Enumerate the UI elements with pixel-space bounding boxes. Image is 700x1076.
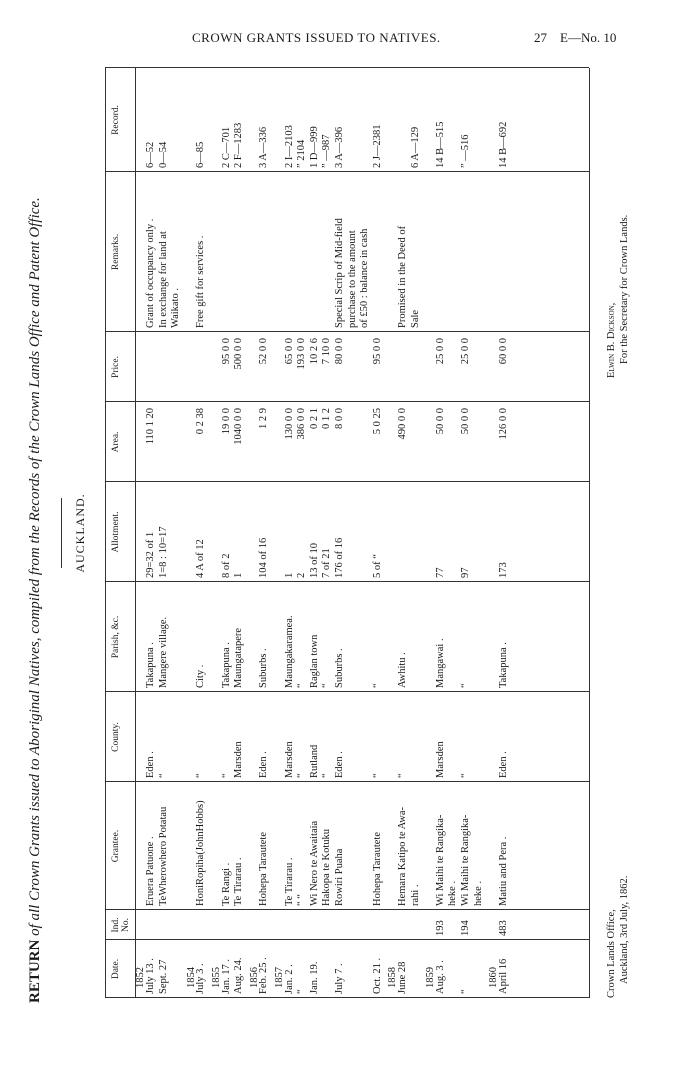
cell-grantee: Wi Nero te Awaitaia	[308, 820, 320, 906]
cell-date: “	[460, 989, 471, 994]
cell-county: “	[157, 773, 169, 778]
cell-county: “	[460, 773, 471, 778]
column-rule	[105, 581, 589, 582]
cell-county: Eden .	[334, 751, 345, 778]
cell-parish: Takapuna .	[145, 642, 156, 688]
cell-grantee: Matiu and Pera .	[497, 836, 509, 906]
cell-area: 0 1 2	[321, 408, 333, 429]
cell-price: 65 0 0	[283, 338, 295, 365]
cell-area: 0 2 38	[195, 408, 207, 435]
cell-grantee: “ “	[296, 894, 308, 906]
cell-price: 25 0 0	[460, 338, 471, 365]
cell-remarks: Free gift for services .	[195, 235, 207, 328]
return-title-prefix: RETURN	[27, 939, 43, 1003]
cell-county: Marsden	[283, 741, 295, 778]
column-rule	[105, 171, 589, 172]
cell-parish: “	[321, 683, 333, 688]
row-year: 1860	[488, 967, 500, 988]
cell-county: Eden .	[258, 751, 270, 778]
cell-record: 3 A—336	[258, 126, 270, 168]
cell-grantee: Rowiri Puaha	[334, 848, 345, 906]
column-rule-end	[105, 67, 589, 68]
cell-grantee: Hohepa Tarautete	[371, 832, 383, 906]
cell-allotment: 2	[296, 572, 308, 578]
cell-date: Jan. 19.	[308, 961, 320, 994]
cell-date: Aug. 3 .	[434, 960, 446, 994]
cell-county: “	[397, 773, 408, 778]
column-rule	[105, 331, 589, 332]
cell-remarks: In exchange for land at	[157, 231, 169, 328]
column-header-record: Record.	[111, 105, 121, 135]
cell-date: Jan. 2 .	[283, 964, 295, 994]
cell-date: July 3 .	[195, 963, 207, 994]
cell-county: “	[296, 773, 308, 778]
rotated-table-stage	[27, 68, 630, 1003]
cell-parish: Maungatapere	[233, 627, 245, 688]
cell-price: 500 0 0	[233, 338, 245, 370]
cell-parish: Awhitu .	[397, 652, 408, 688]
column-header-allotment: Allotment.	[111, 511, 121, 553]
cell-price: 60 0 0	[497, 338, 509, 365]
cell-allotment: 8 of 2	[220, 553, 232, 578]
cell-grantee: TeWherowhero Potatau	[157, 806, 169, 906]
cell-parish: Suburbs .	[258, 648, 270, 688]
cell-county: “	[321, 773, 333, 778]
cell-area: 5 0 25	[371, 408, 383, 435]
cell-area: 130 0 0	[283, 408, 295, 440]
cell-grantee: HoniRopiha(JohnHobbs)	[195, 800, 207, 906]
cell-record: 6—85	[195, 141, 207, 168]
row-year: 1854	[185, 967, 197, 988]
cell-allotment: 1	[283, 572, 295, 578]
cell-area: 1040 0 0	[233, 408, 245, 445]
cell-record: 2 I—2103	[283, 125, 295, 168]
cell-date: July 13 .	[145, 958, 156, 994]
cell-county: Marsden	[233, 741, 245, 778]
column-header-price: Price.	[111, 356, 121, 378]
cell-parish: “	[296, 683, 308, 688]
cell-allotment: 5 of “	[371, 554, 383, 578]
section-rule	[61, 498, 62, 568]
landscape-table	[27, 68, 630, 1003]
cell-grantee: Wi Maihi te Rangika-	[434, 814, 446, 906]
cell-area: 0 2 1	[308, 408, 320, 429]
table-bottom-rule	[589, 68, 590, 998]
cell-parish: Takapuna .	[220, 642, 232, 688]
column-rule	[105, 481, 589, 482]
cell-remarks: Promised in the Deed of	[397, 225, 408, 328]
cell-record: ” —987	[321, 134, 333, 168]
footer-signatory: Elwin B. Dickson,	[606, 302, 617, 378]
column-rule	[105, 691, 589, 692]
cell-date: June 28	[397, 961, 408, 994]
cell-allotment: 1	[233, 572, 245, 578]
cell-grantee: Hohepa Tarautete	[258, 832, 270, 906]
cell-record: 14 B—692	[497, 121, 509, 168]
cell-county: Rutland	[308, 744, 320, 778]
footer-signatory-role: For the Secretary for Crown Lands.	[619, 214, 630, 364]
cell-price: 80 0 0	[334, 338, 345, 365]
return-title	[27, 73, 44, 1003]
cell-grantee: Eruera Patuone .	[145, 836, 156, 906]
cell-county: Eden .	[145, 751, 156, 778]
cell-area: 50 0 0	[460, 408, 471, 435]
cell-remarks: Special Scrip of Mid-field	[334, 218, 345, 328]
cell-remarks: purchase to the amount	[346, 230, 358, 328]
cell-ind-no: 194	[460, 920, 471, 936]
cell-area: 126 0 0	[497, 408, 509, 440]
footer-place-date: Auckland, 3rd July, 1862.	[619, 875, 630, 984]
running-title: CROWN GRANTS ISSUED TO NATIVES.	[192, 30, 441, 45]
cell-allotment: 7 of 21	[321, 548, 333, 578]
cell-allotment: 29=32 of 1	[145, 531, 156, 578]
cell-area: 8 0 0	[334, 408, 345, 429]
cell-area: 1 2 9	[258, 408, 270, 429]
footer-office-line: Crown Lands Office,	[606, 909, 617, 998]
cell-ind-no: 483	[497, 920, 509, 936]
cell-parish: Mangawai .	[434, 638, 446, 688]
cell-grantee: rahi .	[409, 884, 421, 906]
cell-price: 25 0 0	[434, 338, 446, 365]
cell-record: 6 A—129	[409, 126, 421, 168]
cell-grantee: Te Tirarau .	[233, 857, 245, 906]
column-rule	[105, 909, 589, 910]
footer-signature	[605, 215, 631, 378]
cell-grantee: Te Rangi .	[220, 862, 232, 906]
cell-area: 110 1 20	[145, 408, 156, 445]
cell-remarks: of £50 : balance in cash	[359, 228, 371, 328]
row-year: 1856	[248, 967, 260, 988]
cell-date: July 7 .	[334, 963, 345, 994]
column-rule	[105, 997, 589, 998]
row-year: 1855	[211, 967, 222, 988]
cell-price: 95 0 0	[220, 338, 232, 365]
return-title-rest: of all Crown Grants issued to Aboriginal Natives, compiled from the Records of the Crown Lands Office and Patent Office.	[27, 197, 43, 940]
footer-office	[605, 876, 631, 998]
cell-remarks: Waikato .	[170, 288, 182, 328]
cell-area: 386 0 0	[296, 408, 308, 440]
cell-grantee: heke .	[447, 880, 459, 906]
cell-allotment: 173	[497, 562, 509, 578]
cell-date: Sept. 27	[157, 959, 169, 994]
cell-grantee: Hemara Katipo te Awa-	[397, 806, 408, 906]
cell-remarks: Grant of occupancy only .	[145, 218, 156, 328]
cell-price: 10 2 6	[308, 338, 320, 365]
cell-grantee: Te Tirarau .	[283, 857, 295, 906]
cell-county: “	[220, 773, 232, 778]
cell-allotment: 1=8 : 10=17	[157, 526, 169, 578]
column-header-area: Area.	[111, 431, 121, 453]
cell-record: 14 B—515	[434, 121, 446, 168]
column-rule	[105, 401, 589, 402]
column-header-county: County.	[111, 722, 121, 752]
cell-allotment: 4 A of 12	[195, 539, 207, 578]
cell-record: 6—52	[145, 141, 156, 168]
header-bottom-rule	[135, 68, 136, 998]
cell-price: 52 0 0	[258, 338, 270, 365]
column-header-grantee: Grantee.	[111, 829, 121, 863]
cell-price: 7 10 0	[321, 338, 333, 365]
cell-price: 193 0 0	[296, 338, 308, 370]
cell-parish: “	[460, 683, 471, 688]
cell-record: 2 C—701	[220, 126, 232, 168]
row-year: 1859	[425, 967, 437, 988]
cell-parish: Suburbs .	[334, 648, 345, 688]
cell-county: Eden .	[497, 751, 509, 778]
cell-grantee: Wi Maihi te Rangika-	[460, 814, 471, 906]
cell-parish: “	[371, 683, 383, 688]
page-number: 27	[534, 30, 547, 45]
cell-parish: Raglan town	[308, 634, 320, 688]
cell-allotment: 176 of 16	[334, 537, 345, 578]
paper-reference: E—No. 10	[560, 30, 617, 45]
cell-date: April 16	[497, 958, 509, 994]
cell-area: 490 0 0	[397, 408, 408, 440]
cell-parish: Maungakaramea.	[283, 615, 295, 688]
column-header-ind-no: Ind. No.	[111, 917, 131, 933]
cell-grantee: heke .	[472, 880, 484, 906]
page-header	[0, 30, 700, 50]
cell-county: Marsden	[434, 741, 446, 778]
cell-allotment: 77	[434, 567, 446, 578]
section-heading: AUCKLAND.	[73, 493, 87, 573]
cell-date: Jan. 17 .	[220, 959, 232, 994]
cell-date: Oct. 21 .	[371, 957, 383, 994]
cell-date: “	[296, 989, 308, 994]
column-header-remarks: Remarks.	[111, 233, 121, 271]
row-year: 1852	[135, 967, 147, 988]
cell-price: 95 0 0	[371, 338, 383, 365]
cell-allotment: 13 of 10	[308, 543, 320, 578]
cell-allotment: 104 of 16	[258, 537, 270, 578]
cell-area: 19 0 0	[220, 408, 232, 435]
cell-grantee: Hakopa te Kotuku	[321, 829, 333, 906]
cell-remarks: Sale	[409, 309, 421, 328]
cell-parish: Takapuna .	[497, 642, 509, 688]
cell-area: 50 0 0	[434, 408, 446, 435]
cell-record: ” —516	[460, 134, 471, 168]
column-rule	[105, 781, 589, 782]
cell-record: 2 F—1283	[233, 122, 245, 168]
column-rule	[105, 939, 589, 940]
cell-record: 0—54	[157, 141, 169, 168]
cell-record: 2 J—2381	[371, 124, 383, 168]
cell-record: 1 D—999	[308, 126, 320, 168]
column-header-parish: Parish, &c.	[111, 615, 121, 659]
table-top-rule	[105, 68, 106, 998]
cell-record: ” 2104	[296, 139, 308, 168]
cell-record: 3 A—396	[334, 126, 345, 168]
cell-parish: Mangere village.	[157, 616, 169, 688]
row-year: 1857	[274, 967, 285, 988]
cell-county: “	[195, 773, 207, 778]
cell-ind-no: 193	[434, 920, 446, 936]
cell-date: Aug. 24.	[233, 957, 245, 994]
cell-parish: City .	[195, 664, 207, 688]
cell-date: Feb. 25 .	[258, 957, 270, 994]
cell-county: “	[371, 773, 383, 778]
row-year: 1858	[387, 967, 399, 988]
column-header-date: Date.	[111, 958, 121, 980]
cell-allotment: 97	[460, 567, 471, 578]
